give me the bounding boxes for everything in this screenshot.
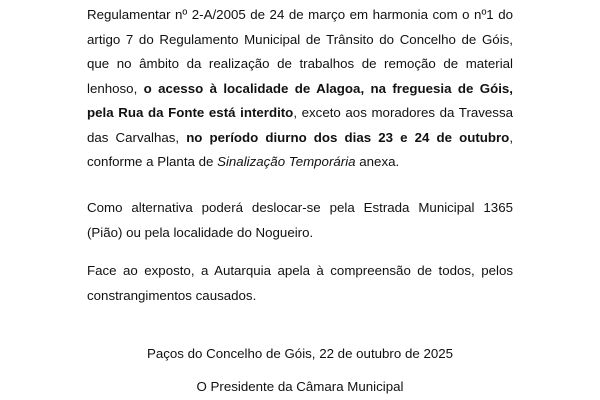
signage-text: Sinalização Temporária xyxy=(217,154,356,169)
period-text: no período diurno dos dias 23 e 24 de outubro xyxy=(186,129,510,145)
notice-paragraph-alternative: Como alternativa poderá deslocar-se pela Estrada Municipal 1365 (Pião) ou pela localidade do Nogueiro. xyxy=(87,200,513,240)
regulation-text: Regulamentar nº 2-A/2005 de 24 de março em harmonia com o nº1 do artigo 7 do Regulamento Municipal de Trânsito do Concelho de Góis, que no âmbito da realização de trabalhos de remoção de material lenhoso, xyxy=(87,7,513,96)
place-date-line: Paços do Concelho de Góis, 22 de outubro de 2025 xyxy=(146,346,454,361)
signatory-line: O Presidente da Câmara Municipal xyxy=(196,379,404,394)
notice-paragraph-appeal: Face ao exposto, a Autarquia apela à compreensão de todos, pelos constrangimentos causados. xyxy=(87,263,513,303)
annex-text: anexa. xyxy=(355,154,400,169)
plan-reference-text: , conforme a Planta de xyxy=(87,129,514,169)
exception-text: , exceto aos moradores da Travessa das Carvalhas, xyxy=(87,105,513,145)
access-interdiction-text: o acesso à localidade de Alagoa, na freguesia de Góis, pela Rua da Fonte está interdito xyxy=(87,80,513,120)
notice-paragraph-regulation xyxy=(87,3,513,175)
